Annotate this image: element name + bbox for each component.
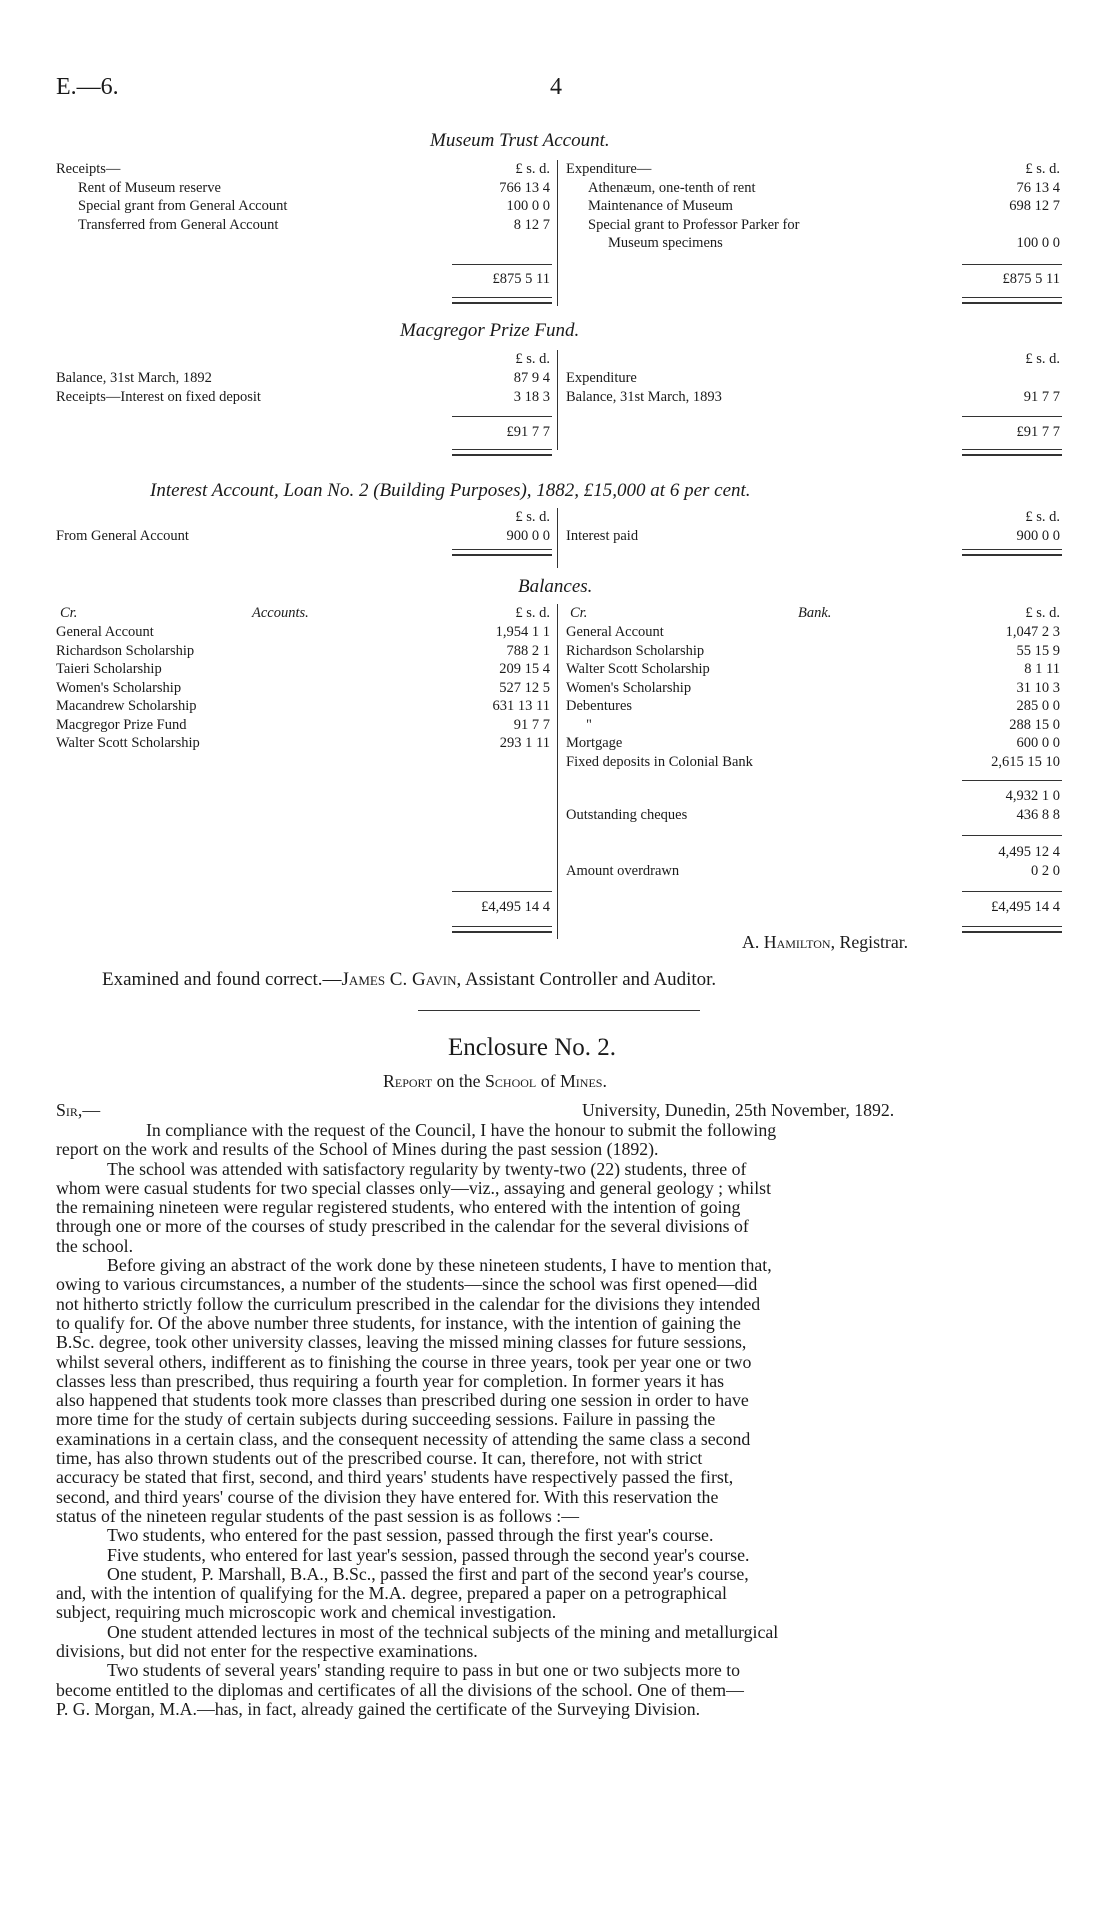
interest-right-amt: 900 0 0 bbox=[1016, 528, 1060, 544]
museum-exp-amt: 100 0 0 bbox=[1016, 235, 1060, 251]
balance-left-amt: 631 13 11 bbox=[492, 698, 550, 714]
balance-right-label: General Account bbox=[566, 624, 664, 640]
body-line: also happened that students took more classes than prescribed during one session in order to have bbox=[56, 1390, 749, 1411]
audit-suffix: Assistant Controller and Auditor. bbox=[464, 969, 717, 990]
museum-receipt-label: Rent of Museum reserve bbox=[78, 179, 221, 196]
interest-right-label: Interest paid bbox=[566, 528, 639, 544]
museum-exp-label: Museum specimens bbox=[608, 235, 723, 251]
balance-right-amt: 288 15 0 bbox=[1009, 716, 1060, 733]
balances-left-amounts bbox=[430, 623, 550, 753]
interest-divider bbox=[557, 508, 558, 568]
subtitle-word: Mines. bbox=[559, 1071, 607, 1091]
overdrawn-label: Amount overdrawn bbox=[566, 863, 680, 879]
balances-divider bbox=[557, 604, 558, 939]
balance-left-label: Walter Scott Scholarship bbox=[56, 735, 200, 751]
museum-right-amounts bbox=[940, 160, 1060, 253]
museum-total-right: £875 5 11 bbox=[1002, 271, 1060, 287]
double-rule bbox=[962, 549, 1062, 556]
subtitle-word: School bbox=[485, 1071, 537, 1091]
museum-exp-amt: 76 13 4 bbox=[1016, 179, 1060, 196]
audit-line bbox=[102, 969, 716, 991]
body-line: whilst several others, indifferent as to finishing the course in three years, took per year one or two bbox=[56, 1351, 752, 1372]
page-code: E.—6. bbox=[56, 74, 119, 100]
double-rule bbox=[452, 926, 552, 933]
balance-left-amt: 788 2 1 bbox=[506, 642, 550, 659]
balance-left-amt: 91 7 7 bbox=[513, 716, 550, 733]
museum-divider bbox=[557, 160, 558, 306]
macgregor-title: Macgregor Prize Fund. bbox=[400, 320, 580, 341]
museum-exp-label: Special grant to Professor Parker for bbox=[588, 216, 800, 233]
balance-right-amt: 600 0 0 bbox=[1016, 735, 1060, 751]
balances-left-cr: Cr. bbox=[60, 605, 78, 621]
macgregor-left-label: Receipts—Interest on fixed deposit bbox=[56, 388, 261, 405]
currency-header: £ s. d. bbox=[1025, 351, 1060, 367]
museum-left-amounts bbox=[430, 160, 550, 234]
museum-exp-amt bbox=[940, 216, 1060, 235]
body-line: become entitled to the diplomas and certificates of all the divisions of the school. One of them— bbox=[56, 1679, 744, 1700]
museum-receipt-amt: 8 12 7 bbox=[513, 216, 550, 233]
double-rule bbox=[452, 297, 552, 304]
body-line: Before giving an abstract of the work done by these nineteen students, I have to mention that, bbox=[107, 1255, 772, 1276]
balance-right-label: Mortgage bbox=[566, 735, 623, 751]
macgregor-right-amounts bbox=[940, 369, 1060, 406]
balance-left-label: Taieri Scholarship bbox=[56, 661, 162, 677]
enclosure-subtitle bbox=[383, 1071, 607, 1092]
enclosure-title: Enclosure No. 2. bbox=[448, 1034, 617, 1061]
body-line: P. G. Morgan, M.A.—has, in fact, already gained the certificate of the Surveying Division. bbox=[56, 1698, 701, 1719]
body-line: One student, P. Marshall, B.A., B.Sc., passed the first and part of the second year's course, bbox=[107, 1563, 749, 1584]
balances-right-cr: Cr. bbox=[570, 605, 588, 621]
balance-left-label: Macgregor Prize Fund bbox=[56, 716, 187, 733]
registrar-signature bbox=[742, 932, 908, 953]
body-line: B.Sc. degree, took other university classes, leaving the missed mining classes for future sessions, bbox=[56, 1332, 747, 1353]
body-line: examinations in a certain class, and the consequent necessity of attending the same class a second bbox=[56, 1428, 751, 1449]
double-rule bbox=[452, 449, 552, 456]
subtitle-word: on the bbox=[436, 1071, 481, 1091]
body-line: Two students of several years' standing require to pass in but one or two subjects more to bbox=[107, 1660, 741, 1681]
interest-left-amt: 900 0 0 bbox=[506, 528, 550, 544]
balance-right-label: Fixed deposits in Colonial Bank bbox=[566, 753, 753, 770]
body-line: the school. bbox=[56, 1235, 134, 1256]
body-line: the remaining nineteen were regular registered students, who entered with the intention of going bbox=[56, 1197, 741, 1218]
balance-left-label: Macandrew Scholarship bbox=[56, 698, 197, 714]
macgregor-left-amt: 3 18 3 bbox=[513, 388, 550, 405]
body-line: classes less than prescribed, thus requiring a fourth year for completion. In former years it has bbox=[56, 1370, 725, 1391]
registrar-name: A. Hamilton, bbox=[742, 932, 836, 952]
macgregor-right-amt: 91 7 7 bbox=[1023, 388, 1060, 405]
subtitle-word: Report bbox=[383, 1071, 433, 1091]
rule bbox=[962, 835, 1062, 836]
balance-right-amt: 2,615 15 10 bbox=[991, 753, 1060, 770]
interest-title: Interest Account, Loan No. 2 (Building Purposes), 1882, £15,000 at 6 per cent. bbox=[150, 480, 751, 501]
balances-subtotal1: 4,932 1 0 bbox=[1005, 788, 1060, 804]
balance-right-amt: 31 10 3 bbox=[1016, 679, 1060, 696]
currency-header: £ s. d. bbox=[1025, 509, 1060, 525]
body-line: In compliance with the request of the Council, I have the honour to submit the following bbox=[146, 1120, 777, 1140]
rule bbox=[962, 416, 1062, 417]
double-rule bbox=[962, 297, 1062, 304]
body-line: Two students, who entered for the past session, passed through the first year's course. bbox=[107, 1525, 714, 1546]
balance-right-label: Walter Scott Scholarship bbox=[566, 661, 710, 677]
body-line: more time for the study of certain subjects during succeeding sessions. Failure in passing the bbox=[56, 1409, 716, 1430]
rule bbox=[452, 416, 552, 417]
balance-right-label: " bbox=[586, 716, 592, 733]
balances-total-right: £4,495 14 4 bbox=[991, 899, 1060, 915]
registrar-title: Registrar. bbox=[839, 932, 909, 952]
macgregor-left-amounts bbox=[430, 369, 550, 406]
balance-left-label: Richardson Scholarship bbox=[56, 642, 195, 659]
rule bbox=[962, 264, 1062, 265]
body-line: One student attended lectures in most of the technical subjects of the mining and metallurgical bbox=[107, 1621, 779, 1642]
balance-right-amt: 285 0 0 bbox=[1016, 698, 1060, 714]
currency-header: £ s. d. bbox=[515, 509, 550, 525]
body-line: owing to various circumstances, a number of the students—since the school was first opened—did bbox=[56, 1274, 758, 1295]
body-line: The school was attended with satisfactory regularity by twenty-two (22) students, three of bbox=[107, 1158, 747, 1179]
report-body bbox=[56, 1121, 1056, 1719]
macgregor-right-label: Expenditure bbox=[566, 370, 637, 386]
balance-right-label: Richardson Scholarship bbox=[566, 642, 705, 659]
body-line: status of the nineteen regular students of the past session is as follows :— bbox=[56, 1505, 579, 1526]
balances-subtotal2: 4,495 12 4 bbox=[998, 844, 1060, 860]
macgregor-right bbox=[566, 369, 722, 406]
double-rule bbox=[962, 926, 1062, 933]
museum-receipt-amt: 100 0 0 bbox=[506, 198, 550, 214]
body-line: to qualify for. Of the above number three students, for instance, with the intention of gaining the bbox=[56, 1312, 741, 1333]
balance-right-amt: 55 15 9 bbox=[1016, 642, 1060, 659]
body-line: report on the work and results of the School of Mines during the past session (1892). bbox=[56, 1139, 659, 1160]
museum-total-left: £875 5 11 bbox=[492, 271, 550, 287]
museum-title: Museum Trust Account. bbox=[430, 130, 610, 151]
museum-receipt-label: Special grant from General Account bbox=[78, 198, 288, 214]
interest-left-label: From General Account bbox=[56, 528, 189, 544]
balance-left-amt: 209 15 4 bbox=[499, 661, 550, 677]
rule bbox=[962, 780, 1062, 781]
body-line: subject, requiring much microscopic work and chemical investigation. bbox=[56, 1602, 557, 1623]
museum-receipts-label: Receipts— bbox=[56, 161, 121, 177]
rule bbox=[452, 891, 552, 892]
macgregor-left-label: Balance, 31st March, 1892 bbox=[56, 370, 212, 386]
museum-exp-label: Athenæum, one-tenth of rent bbox=[588, 179, 756, 196]
macgregor-left-amt: 87 9 4 bbox=[513, 370, 550, 386]
body-line: and, with the intention of qualifying for the M.A. degree, prepared a paper on a petrographical bbox=[56, 1583, 727, 1604]
macgregor-right-label: Balance, 31st March, 1893 bbox=[566, 388, 722, 405]
currency-header: £ s. d. bbox=[1025, 605, 1060, 621]
balances-total-left: £4,495 14 4 bbox=[481, 899, 550, 915]
currency-header: £ s. d. bbox=[515, 161, 550, 177]
double-rule bbox=[452, 549, 552, 556]
rule bbox=[962, 891, 1062, 892]
body-line: accuracy be stated that first, second, and third years' students have respectively passed the first, bbox=[56, 1467, 734, 1488]
museum-exp-amt: 698 12 7 bbox=[1009, 198, 1060, 214]
balances-right-head: Bank. bbox=[798, 605, 832, 621]
macgregor-right-amt bbox=[940, 369, 1060, 388]
museum-receipt-amt: 766 13 4 bbox=[499, 179, 550, 196]
balance-left-label: Women's Scholarship bbox=[56, 679, 182, 696]
museum-expenditure-label: Expenditure— bbox=[566, 161, 652, 177]
macgregor-divider bbox=[557, 350, 558, 450]
balance-left-label: General Account bbox=[56, 624, 154, 640]
balances-left-head: Accounts. bbox=[252, 605, 309, 621]
outstanding-label: Outstanding cheques bbox=[566, 807, 688, 823]
macgregor-left bbox=[56, 369, 261, 406]
page-number: 4 bbox=[550, 74, 562, 100]
body-line: not hitherto strictly follow the curriculum prescribed in the calendar for the divisions they intended bbox=[56, 1293, 761, 1314]
balance-right-label: Women's Scholarship bbox=[566, 679, 692, 696]
balance-left-amt: 1,954 1 1 bbox=[495, 624, 550, 640]
currency-header: £ s. d. bbox=[515, 605, 550, 621]
museum-right bbox=[566, 160, 886, 253]
overdrawn-amt: 0 2 0 bbox=[1031, 863, 1060, 879]
balance-right-amt: 1,047 2 3 bbox=[1005, 624, 1060, 640]
double-rule bbox=[962, 449, 1062, 456]
outstanding-amt: 436 8 8 bbox=[1016, 807, 1060, 823]
museum-exp-label: Maintenance of Museum bbox=[588, 198, 733, 214]
balance-right-amt: 8 1 11 bbox=[1024, 661, 1060, 677]
body-line: through one or more of the courses of study prescribed in the calendar for the several divisions of bbox=[56, 1216, 749, 1237]
currency-header: £ s. d. bbox=[515, 351, 550, 367]
body-line: second, and third years' course of the division they have entered for. With this reservation the bbox=[56, 1486, 719, 1507]
section-divider bbox=[418, 1010, 700, 1011]
auditor-name: James C. Gavin, bbox=[341, 969, 462, 990]
macgregor-total-right: £91 7 7 bbox=[1016, 424, 1060, 440]
balances-left-list bbox=[56, 623, 200, 753]
body-line: time, has also thrown students out of the prescribed course. It can, therefore, not with strict bbox=[56, 1448, 703, 1469]
body-line: Five students, who entered for last year's session, passed through the second year's course. bbox=[107, 1544, 750, 1565]
macgregor-total-left: £91 7 7 bbox=[506, 424, 550, 440]
museum-receipt-label: Transferred from General Account bbox=[78, 216, 279, 233]
balance-left-amt: 527 12 5 bbox=[499, 679, 550, 696]
balances-right-amounts bbox=[940, 623, 1060, 771]
audit-prefix: Examined and found correct.— bbox=[102, 969, 342, 990]
subtitle-word: of bbox=[540, 1071, 556, 1091]
balances-title: Balances. bbox=[518, 576, 593, 597]
dateline: University, Dunedin, 25th November, 1892. bbox=[582, 1100, 895, 1120]
body-line: whom were casual students for two special classes only—viz., assaying and general geology ; whilst bbox=[56, 1177, 772, 1198]
balances-right-list bbox=[566, 623, 753, 771]
rule bbox=[452, 264, 552, 265]
currency-header: £ s. d. bbox=[1025, 161, 1060, 177]
body-line: divisions, but did not enter for the respective examinations. bbox=[56, 1641, 478, 1662]
balance-left-amt: 293 1 11 bbox=[499, 735, 550, 751]
salutation: Sir,— bbox=[56, 1100, 101, 1120]
balance-right-label: Debentures bbox=[566, 698, 633, 714]
